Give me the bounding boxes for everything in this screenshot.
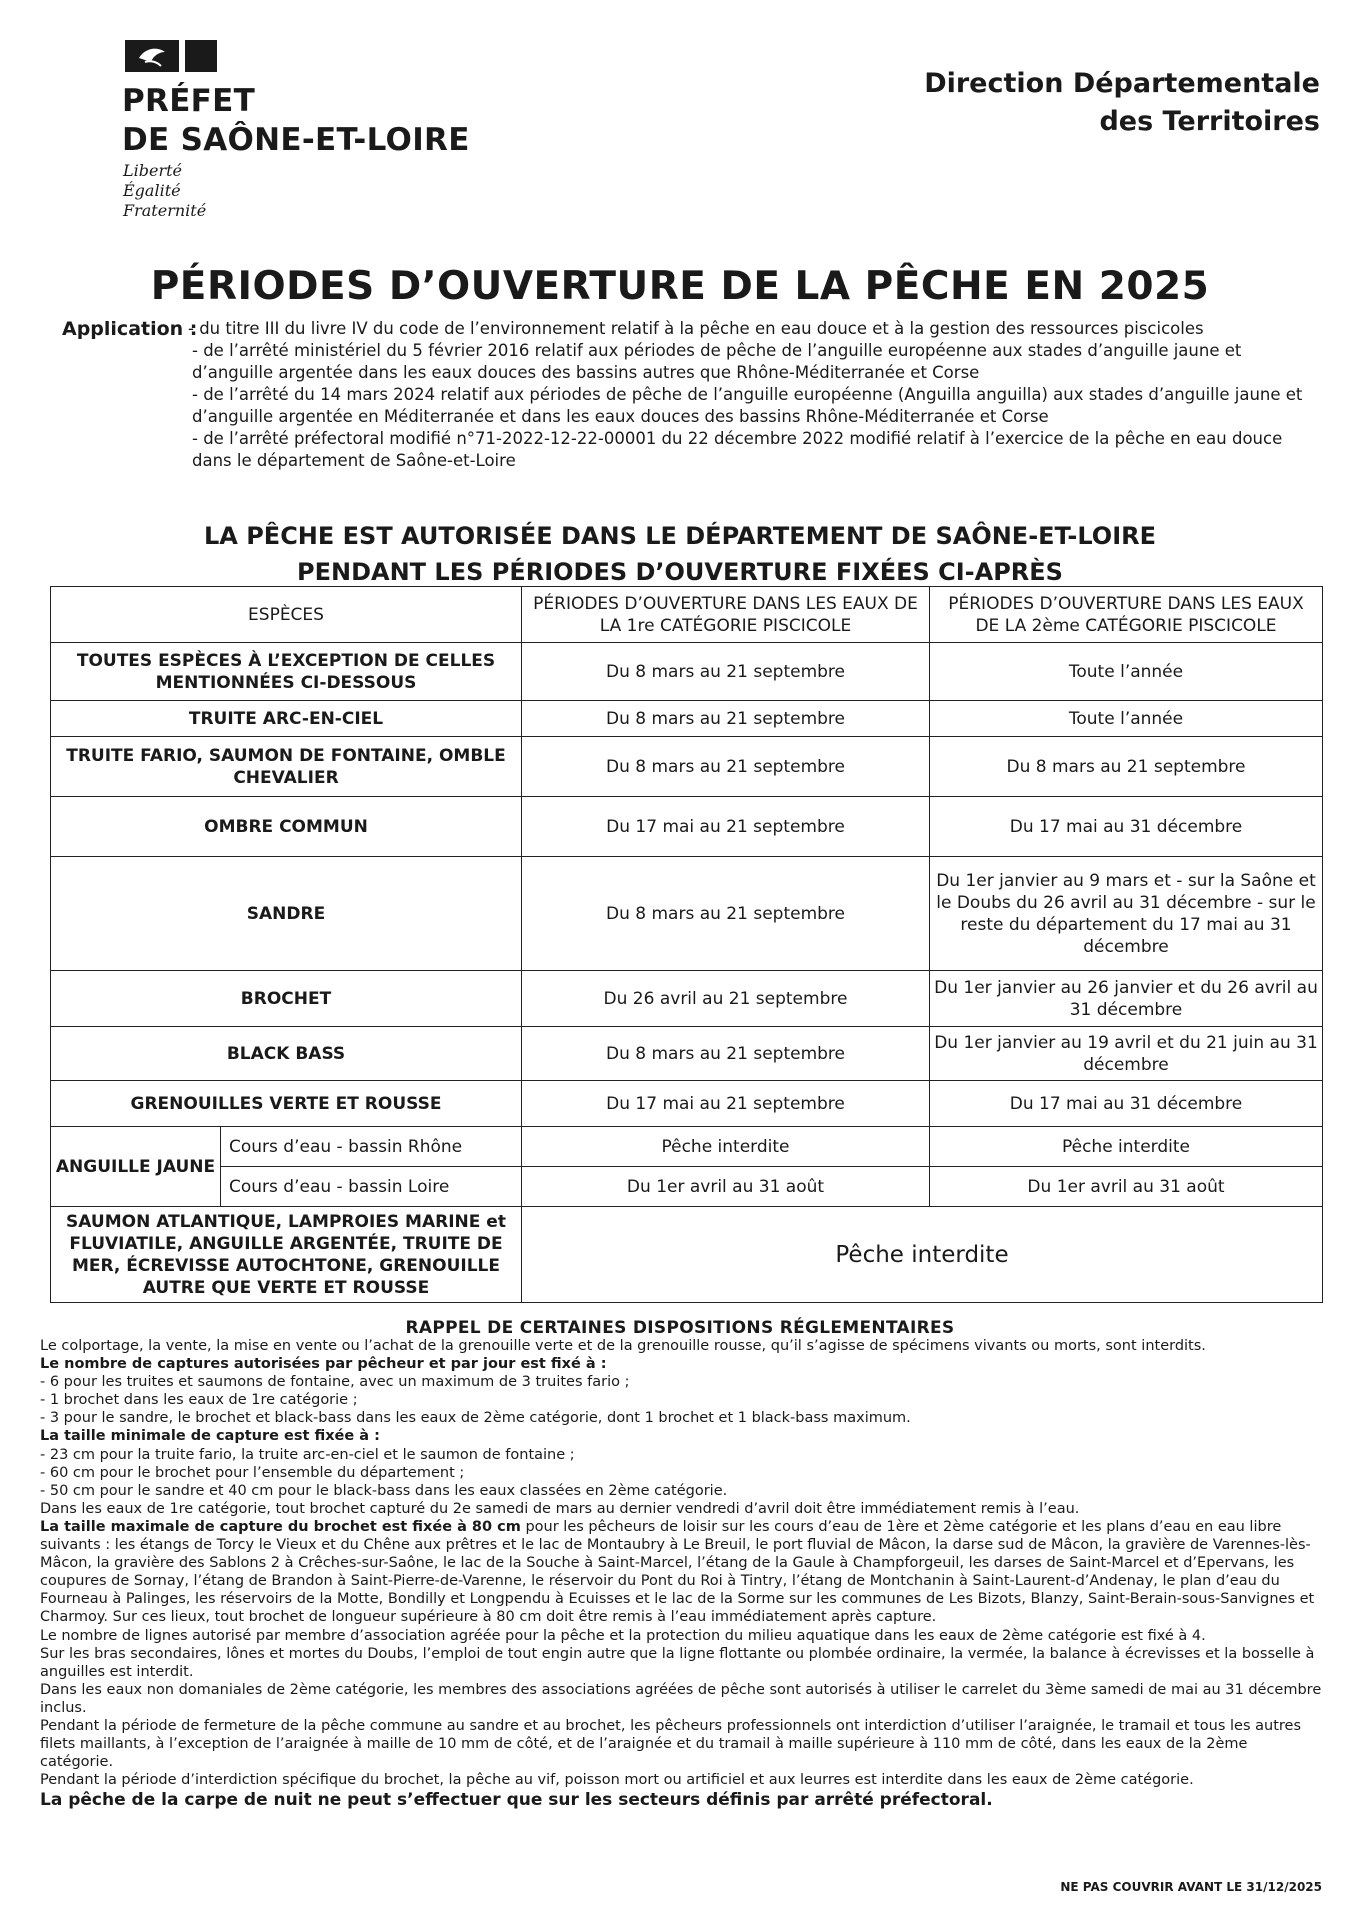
reminder-paragraph: Le nombre de captures autorisées par pêcheur et par jour est fixé à : bbox=[40, 1356, 607, 1373]
row-species: SANDRE bbox=[51, 857, 522, 971]
department-line-1: Direction Départementale bbox=[924, 68, 1320, 99]
prefect-name bbox=[122, 82, 470, 160]
reminder-paragraph: Le nombre de lignes autorisé par membre d’association agréée pour la pêche et la protection du milieu aquatique dans les eaux de 2ème catégorie est fixé à 4. bbox=[40, 1627, 1206, 1644]
reminder-paragraph: - 50 cm pour le sandre et 40 cm pour le black-bass dans les eaux classées en 2ème catégorie. bbox=[40, 1482, 728, 1499]
section-subtitle bbox=[0, 518, 1360, 590]
row-cat1: Du 17 mai au 21 septembre bbox=[522, 797, 930, 857]
table-row bbox=[51, 797, 1323, 857]
row-cat2: Du 8 mars au 21 septembre bbox=[930, 737, 1323, 797]
table-row-eel-loire bbox=[51, 1167, 1323, 1207]
header-species: ESPÈCES bbox=[51, 587, 522, 643]
row-cat1: Du 17 mai au 21 septembre bbox=[522, 1081, 930, 1127]
reminder-paragraph: Pendant la période de fermeture de la pêche commune au sandre et au brochet, les pêcheurs professionnels ont interdiction d’utiliser l’araignée, le tramail et tous les autres filets maillants, à l’exception de l’araignée à maille de 10 mm de côté, et de l’araignée et du tramail à maille supérieure à 110 mm de côté, dans les eaux de la 2ème catégorie. bbox=[40, 1717, 1302, 1771]
row-cat2: Du 1er janvier au 19 avril et du 21 juin au 31 décembre bbox=[930, 1027, 1323, 1081]
row-species: BLACK BASS bbox=[51, 1027, 522, 1081]
motto-liberte: Liberté bbox=[123, 161, 182, 180]
table-row bbox=[51, 643, 1323, 701]
eel-loire-cat1: Du 1er avril au 31 août bbox=[522, 1167, 930, 1207]
row-cat2: Du 1er janvier au 26 janvier et du 26 avril au 31 décembre bbox=[930, 971, 1323, 1027]
row-species: TOUTES ESPÈCES À L’EXCEPTION DE CELLES MENTIONNÉES CI-DESSOUS bbox=[51, 643, 522, 701]
motto-fraternite: Fraternité bbox=[123, 201, 207, 220]
subtitle-line-1: LA PÊCHE EST AUTORISÉE DANS LE DÉPARTEMENT DE SAÔNE-ET-LOIRE bbox=[203, 522, 1157, 550]
application-line: - de l’arrêté du 14 mars 2024 relatif aux périodes de pêche de l’anguille européenne (Anguilla anguilla) aux stades d’anguille jaune et d’anguille argentée en Méditerranée et dans les eaux douces des bassins Rhône-Méditerranée et Corse bbox=[192, 385, 1303, 426]
table-row bbox=[51, 1081, 1323, 1127]
footer-notice: NE PAS COUVRIR AVANT LE 31/12/2025 bbox=[1060, 1880, 1322, 1894]
reminder-paragraph: La taille minimale de capture est fixée à : bbox=[40, 1428, 380, 1445]
application-label: Application : bbox=[62, 318, 198, 340]
prefect-line-2: DE SAÔNE-ET-LOIRE bbox=[122, 122, 470, 158]
row-cat1: Du 8 mars au 21 septembre bbox=[522, 643, 930, 701]
eel-rhone-label: Cours d’eau - bassin Rhône bbox=[221, 1127, 522, 1167]
page-title: PÉRIODES D’OUVERTURE DE LA PÊCHE EN 2025 bbox=[150, 264, 1210, 309]
forbidden-period: Pêche interdite bbox=[522, 1207, 1323, 1303]
row-cat2: Du 17 mai au 31 décembre bbox=[930, 797, 1323, 857]
row-species: OMBRE COMMUN bbox=[51, 797, 522, 857]
row-species: BROCHET bbox=[51, 971, 522, 1027]
row-cat2: Toute l’année bbox=[930, 643, 1323, 701]
table-row bbox=[51, 971, 1323, 1027]
row-cat2: Toute l’année bbox=[930, 701, 1323, 737]
reminder-paragraph: Le colportage, la vente, la mise en vente ou l’achat de la grenouille verte et de la grenouille rousse, qu’il s’agisse de spécimens vivants ou morts, sont interdits. bbox=[40, 1338, 1206, 1354]
reminder-paragraph: - 23 cm pour la truite fario, la truite arc-en-ciel et le saumon de fontaine ; bbox=[40, 1446, 575, 1463]
eel-rhone-cat1: Pêche interdite bbox=[522, 1127, 930, 1167]
reminder-paragraph: - 60 cm pour le brochet pour l’ensemble du département ; bbox=[40, 1464, 465, 1481]
forbidden-species: SAUMON ATLANTIQUE, LAMPROIES MARINE et FLUVIATILE, ANGUILLE ARGENTÉE, TRUITE DE MER, ÉCREVISSE AUTOCHTONE, GRENOUILLE AUTRE QUE VERTE ET ROUSSE bbox=[51, 1207, 522, 1303]
reminder-paragraph: - 6 pour les truites et saumons de fontaine, avec un maximum de 3 truites fario ; bbox=[40, 1374, 630, 1391]
table-row bbox=[51, 701, 1323, 737]
department-line-2: des Territoires bbox=[1099, 106, 1320, 137]
department-name bbox=[924, 65, 1320, 141]
reminder-paragraph: Sur les bras secondaires, lônes et mortes du Doubs, l’emploi de tout engin autre que la ligne flottante ou plombée ordinaire, la vermée, la balance à écrevisses et la bosselle à anguilles est interdit. bbox=[40, 1645, 1315, 1680]
reminder-paragraph: - 3 pour le sandre, le brochet et black-bass dans les eaux de 2ème catégorie, dont 1 brochet et 1 black-bass maximum. bbox=[40, 1410, 911, 1427]
header-cat1: PÉRIODES D’OUVERTURE DANS LES EAUX DE LA 1re CATÉGORIE PISCICOLE bbox=[522, 587, 930, 643]
row-cat2: Du 1er janvier au 9 mars et - sur la Saône et le Doubs du 26 avril au 31 décembre - sur le reste du département du 17 mai au 31 décembre bbox=[930, 857, 1323, 971]
reminder-paragraph: - 1 brochet dans les eaux de 1re catégorie ; bbox=[40, 1392, 358, 1409]
row-species: TRUITE FARIO, SAUMON DE FONTAINE, OMBLE CHEVALIER bbox=[51, 737, 522, 797]
fishing-periods-table bbox=[50, 586, 1323, 1303]
reminder-paragraph bbox=[40, 1518, 1322, 1627]
eel-species: ANGUILLE JAUNE bbox=[51, 1127, 221, 1207]
reminder-paragraph: Dans les eaux de 1re catégorie, tout brochet capturé du 2e samedi de mars au dernier vendredi d’avril doit être immédiatement remis à l’eau. bbox=[40, 1500, 1080, 1517]
application-line: - de l’arrêté préfectoral modifié n°71-2022-12-22-00001 du 22 décembre 2022 modifié relatif à l’exercice de la pêche en eau douce dans le département de Saône-et-Loire bbox=[192, 429, 1283, 470]
row-cat1: Du 8 mars au 21 septembre bbox=[522, 701, 930, 737]
motto-egalite: Égalité bbox=[123, 181, 181, 200]
row-cat2: Du 17 mai au 31 décembre bbox=[930, 1081, 1323, 1127]
pike-max-size: La taille maximale de capture du brochet est fixée à 80 cm bbox=[40, 1518, 521, 1535]
reminder-paragraph: Dans les eaux non domaniales de 2ème catégorie, les membres des associations agréées de pêche sont autorisés à utiliser le carrelet du 3ème samedi de mai au 31 décembre inclus. bbox=[40, 1681, 1322, 1716]
table-row-forbidden bbox=[51, 1207, 1323, 1303]
table-row bbox=[51, 737, 1323, 797]
reminder-title: RAPPEL DE CERTAINES DISPOSITIONS RÉGLEMENTAIRES bbox=[405, 1318, 955, 1338]
republic-motto bbox=[123, 161, 206, 221]
reminder-text bbox=[40, 1337, 1322, 1811]
application-line: - du titre III du livre IV du code de l’environnement relatif à la pêche en eau douce et à la gestion des ressources piscicoles bbox=[188, 319, 1204, 338]
eel-loire-cat2: Du 1er avril au 31 août bbox=[930, 1167, 1323, 1207]
eel-loire-label: Cours d’eau - bassin Loire bbox=[221, 1167, 522, 1207]
eel-rhone-cat2: Pêche interdite bbox=[930, 1127, 1323, 1167]
reminder-carp-night: La pêche de la carpe de nuit ne peut s’effectuer que sur les secteurs définis par arrêté préfectoral. bbox=[40, 1790, 993, 1811]
marianne-logo bbox=[125, 40, 217, 72]
subtitle-line-2: PENDANT LES PÉRIODES D’OUVERTURE FIXÉES CI-APRÈS bbox=[297, 558, 1063, 586]
reminder-paragraph: Pendant la période d’interdiction spécifique du brochet, la pêche au vif, poisson mort ou artificiel et aux leurres est interdite dans les eaux de 2ème catégorie. bbox=[40, 1772, 1194, 1789]
application-line: - de l’arrêté ministériel du 5 février 2016 relatif aux périodes de pêche de l’anguille européenne aux stades d’anguille jaune et d’anguille argentée dans les eaux douces des bassins autres que Rhône-Méditerranée et Corse bbox=[192, 341, 1242, 382]
table-row-eel-rhone bbox=[51, 1127, 1323, 1167]
prefect-line-1: PRÉFET bbox=[122, 83, 256, 119]
row-cat1: Du 8 mars au 21 septembre bbox=[522, 737, 930, 797]
row-cat1: Du 8 mars au 21 septembre bbox=[522, 857, 930, 971]
pike-max-size-detail: pour les pêcheurs de loisir sur les cours d’eau de 1ère et 2ème catégorie et les plans d’eau en eau libre suivants : les étangs de Torcy le Vieux et du Chêne aux prêtres et le lac de Montaubry à Le Breuil, le port fluvial de Mâcon, la darse sud de Mâcon, la gravière de Varennes-lès-Mâcon, la gravière des Sablons 2 à Crêches-sur-Saône, le lac de la Souche à Saint-Marcel, l’étang de la Gaule à Champforgeuil, les darses de Saint-Marcel et d’Epervans, les coupures de Sornay, l’étang de Brandon à Saint-Pierre-de-Varenne, le réservoir du Pont du Roi à Tintry, l’étang de Montchanin à Saint-Laurent-d’Andenay, le plan d’eau du Fourneau à Palinges, les réservoirs de la Motte, Bondilly et Longpendu à Ecuisses et le lac de la Sorme sur les communes de Les Bizots, Blanzy, Saint-Berain-sous-Sanvignes et Charmoy. Sur ces lieux, tout brochet de longueur supérieure à 80 cm doit être remis à l’eau immédiatement après capture. bbox=[40, 1518, 1315, 1626]
row-cat1: Du 8 mars au 21 septembre bbox=[522, 1027, 930, 1081]
row-species: GRENOUILLES VERTE ET ROUSSE bbox=[51, 1081, 522, 1127]
row-species: TRUITE ARC-EN-CIEL bbox=[51, 701, 522, 737]
row-cat1: Du 26 avril au 21 septembre bbox=[522, 971, 930, 1027]
header-cat2: PÉRIODES D’OUVERTURE DANS LES EAUX DE LA 2ème CATÉGORIE PISCICOLE bbox=[930, 587, 1323, 643]
application-text bbox=[188, 319, 1322, 472]
table-row bbox=[51, 1027, 1323, 1081]
table-row bbox=[51, 857, 1323, 971]
table-header-row bbox=[51, 587, 1323, 643]
